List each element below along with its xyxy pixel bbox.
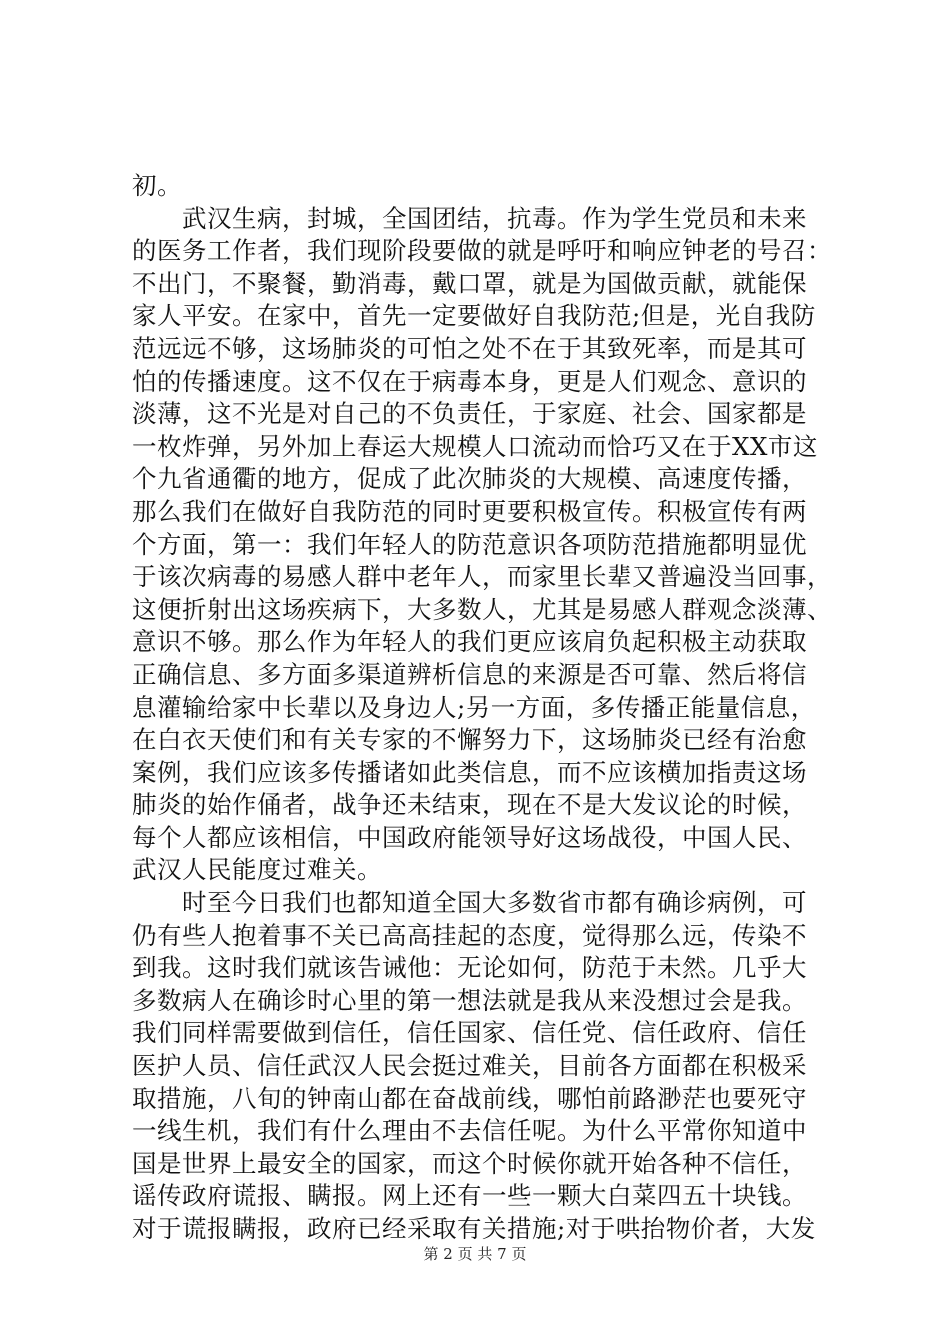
text-line: 国是世界上最安全的国家，而这个时候你就开始各种不信任， — [132, 1148, 807, 1178]
text-line: 个方面，第一：我们年轻人的防范意识各项防范措施都明显优 — [132, 529, 807, 559]
text-line: 初。 — [132, 171, 182, 200]
text-line: 多数病人在确诊时心里的第一想法就是我从来没想过会是我。 — [132, 985, 807, 1015]
text-line: 个九省通衢的地方，促成了此次肺炎的大规模、高速度传播， — [132, 464, 807, 494]
text-line: 武汉生病，封城，全国团结，抗毒。作为学生党员和未来 — [132, 203, 807, 233]
page-footer: 第 2 页 共 7 页 — [423, 1245, 527, 1263]
text-line: 一枚炸弹，另外加上春运大规模人口流动而恰巧又在于XX市这 — [132, 431, 818, 461]
text-line: 怕的传播速度。这不仅在于病毒本身，更是人们观念、意识的 — [132, 366, 807, 396]
text-line: 那么我们在做好自我防范的同时更要积极宣传。积极宣传有两 — [132, 496, 807, 526]
text-line: 这便折射出这场疾病下，大多数人，尤其是易感人群观念淡薄、 — [132, 594, 832, 624]
text-line: 案例，我们应该多传播诸如此类信息，而不应该横加指责这场 — [132, 757, 807, 787]
text-line: 肺炎的始作俑者，战争还未结束，现在不是大发议论的时候， — [132, 790, 807, 820]
text-line: 谣传政府谎报、瞒报。网上还有一些一颗大白菜四五十块钱。 — [132, 1181, 807, 1211]
text-line: 到我。这时我们就该告诫他：无论如何，防范于未然。几乎大 — [132, 953, 807, 983]
text-line: 意识不够。那么作为年轻人的我们更应该肩负起积极主动获取 — [132, 627, 807, 657]
text-line: 淡薄，这不光是对自己的不负责任，于家庭、社会、国家都是 — [132, 399, 807, 429]
text-line: 对于谎报瞒报，政府已经采取有关措施;对于哄抬物价者，大发 — [132, 1214, 816, 1243]
text-line: 时至今日我们也都知道全国大多数省市都有确诊病例，可 — [132, 888, 807, 918]
text-line: 不出门，不聚餐，勤消毒，戴口罩，就是为国做贡献，就能保 — [132, 268, 807, 298]
text-line: 我们同样需要做到信任，信任国家、信任党、信任政府、信任 — [132, 1018, 807, 1048]
text-line: 仍有些人抱着事不关已高高挂起的态度，觉得那么远，传染不 — [132, 920, 807, 950]
text-line: 一线生机，我们有什么理由不去信任呢。为什么平常你知道中 — [132, 1116, 807, 1146]
text-line: 的医务工作者，我们现阶段要做的就是呼吁和响应钟老的号召： — [132, 236, 832, 266]
text-line: 于该次病毒的易感人群中老年人，而家里长辈又普遍没当回事， — [132, 562, 832, 592]
text-line: 在白衣天使们和有关专家的不懈努力下，这场肺炎已经有治愈 — [132, 725, 807, 755]
document-body — [132, 170, 832, 1246]
text-line: 取措施，八旬的钟南山都在奋战前线，哪怕前路渺茫也要死守 — [132, 1083, 807, 1113]
text-line: 正确信息、多方面多渠道辨析信息的来源是否可靠、然后将信 — [132, 659, 807, 689]
text-line: 医护人员、信任武汉人民会挺过难关，目前各方面都在积极采 — [132, 1051, 807, 1081]
text-line: 武汉人民能度过难关。 — [132, 855, 382, 885]
text-line: 家人平安。在家中，首先一定要做好自我防范;但是，光自我防 — [132, 301, 816, 331]
text-line: 范远远不够，这场肺炎的可怕之处不在于其致死率，而是其可 — [132, 333, 807, 363]
text-line: 每个人都应该相信，中国政府能领导好这场战役，中国人民、 — [132, 822, 807, 852]
text-line: 息灌输给家中长辈以及身边人;另一方面，多传播正能量信息， — [132, 692, 816, 722]
